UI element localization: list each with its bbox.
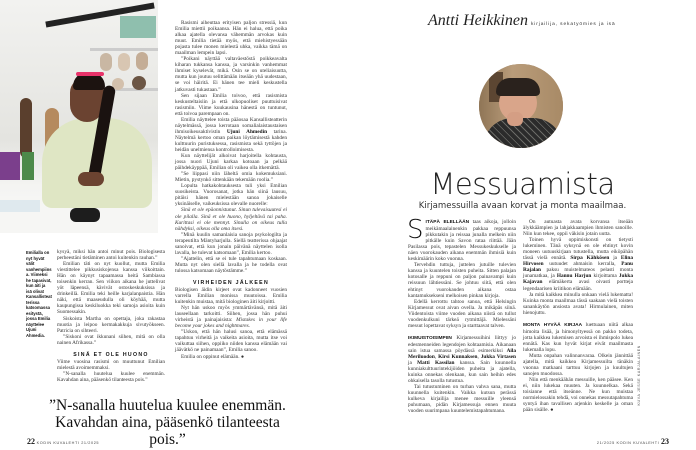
bold-name: Ujuni Ahmedin <box>226 128 268 135</box>
bold-name: Hannu Harjun <box>556 273 592 280</box>
article-column-2 <box>175 20 287 360</box>
bold-name: Sirpa Kähkösen <box>570 255 610 262</box>
page-number: 22 <box>27 437 35 446</box>
lead-in: IKIMUISTOISIMPIIN <box>408 335 457 341</box>
text: Viime vuosina rasismi on muuttunut Emilian mielestä avoimemmaksi. <box>57 358 165 371</box>
paragraph <box>408 384 516 414</box>
text: Mutta onpahan valinnanvaraa. Olkein jännittää ajatella, mitä kaikkea Kirjamessuilta tänäkin vuonna matkaani tarttuu kirjojen ja kuultujen sanojen muodossa. <box>523 352 633 378</box>
text: ”N-sanalla huutelua kuulee enemmän. Kavahdan aina, pääsenkö tilanteesta pois.” <box>57 370 165 383</box>
paragraph <box>175 207 287 231</box>
article-column-1 <box>57 249 165 383</box>
author-role: kirjailija, sekatyömies ja isä <box>530 22 616 27</box>
text: paksu muistelmateos pelasti monta junamatkaa, ja <box>523 267 633 280</box>
article-title: Messuamista <box>430 167 615 201</box>
text: Ja mitä kaikkea minulla onkaan vielä lukematta! Kuinka monta maailmaa tässä saakaan vielä toisten sanankäytön ansiosta avata! Hirmulainen, miten hienojuttu. <box>523 291 633 316</box>
bold-name: Matti Kassilan <box>417 360 455 367</box>
text: , <box>477 353 481 360</box>
text: Siskoista Martha on opettaja, joka rakastaa muotia ja leipoo kermakakkuja sivutyökseen. Patricia on sihteeri. <box>57 315 165 334</box>
italic-text: Sinä et ole epäonnistunut. Sinun tulevaisuutesi ei ole pilalla. Sinä et ole huono, hyljeltävä tai paha. Kurittasi ei ole mennyt. Sinulla on oikeus tulla nähdyksi, oikeus olla oma itsesi. <box>175 207 287 232</box>
paragraph <box>175 287 287 305</box>
paragraph <box>523 237 633 291</box>
text: ”Poikani näyttää valtaväestöstä poikkeavalta kiharan tukkansa kanssa, ja varsinkin vanhemmat ihmiset kyselevät, mikä. Osin se on uteliaisuutta, mutta kun joutuu selittämään itseään yhä uudestaan, se voi häiritä. Ei hänen tee mieli keskustella jatkuvasti tukastaan.” <box>175 56 287 93</box>
text: uutuudet ahmaisin kerralla, <box>543 261 622 268</box>
text: ”Minä kuulin samanlaisia sanoja psykologilta ja terapeutilta Mäntyharjulla. Siellä teatterissa ohjaajat sanoivat, että kun jonain päivänä näyttelen isolla lavalla, he tulevat katsomaan”, Emilia kertoo. <box>175 231 287 256</box>
lead-in: MONTA HYVÄÄ KIRJAA <box>523 322 586 328</box>
paragraph <box>175 232 287 256</box>
magazine-issue: KODIN KUVALEHTI 21/2025 <box>36 441 100 445</box>
bold-name: Aila Meriluodon <box>408 347 516 360</box>
purple-drawers <box>0 152 20 180</box>
paragraph <box>57 316 165 334</box>
text: ”Siskoni ovat ikkunani siihen, mitä on olla nainen Afrikassa.” <box>57 333 165 346</box>
text: ja <box>609 255 621 262</box>
text: ja <box>408 360 418 367</box>
paragraph <box>57 359 165 371</box>
text: Tervehdin tuttuja, juttelen jutuille tulevien kanssa ja kuuntelen toisten puheita. Sitten palajan kotosalle ja reppuni on paljon painavampi kuin reissuun lähtiessäni. Se johtuu siitä, että olen ehtinyt vuorokauden aikana ostaa kantamuksekseni melkoisen pinkan kirjoja. <box>408 262 516 299</box>
column-a <box>407 215 517 415</box>
text: luettuaan niitä alkaa himoita lisää, ja himonyltyessä on pakko todeta, jotta kaikkea lukemisen arvoista ei ihmispolo lukea ennätä. Kas kun hyvät kirjat eivät maailmasta lukemalla lopu. <box>523 321 633 353</box>
column-b <box>523 219 633 413</box>
paragraph <box>408 262 516 298</box>
text: Lopulta hatkakohtauksesta tuli yksi Emilian suosikeista. Vuorosanat, jotka hän siinä lausuu, pitäisi hänen mielestään sanoa jokaiselle yksinäiselle, vaikeuksissa olevalle nuorelle: <box>175 183 287 208</box>
page-footer-right <box>597 437 669 446</box>
text: Tai tutustuminen on turhan vahva sana, mutta kuunnella kuitenkin. Vaikka kutsun perässä kulkeva kirjailija menee messuille yleensä puhumaan, pidän Kirjamessuja ennen muuta vuoden suurimpana kuuntelemistapahtumana. <box>408 384 516 415</box>
text: ”Ajattelin, että se ei tule tapahtumaan koskaan. Mutta nyt olen siellä lavalla ja he todella ovat tulossa katsomaan näytöstämme.” <box>175 255 287 274</box>
text: Nyt hän uskoo myös ymmärtävänsä, mitä äiti lauseellaan tarkoitti. Siihen, jossa hän puhui virheistä ja painajaisista: <box>175 305 287 324</box>
text: ”Se liippasi niin läheltä omia kokemuksiani. Mietin, pystynkö sittenkään tekemään roolia.” <box>175 171 287 184</box>
page-number: 23 <box>661 437 669 446</box>
text: Emilia näyttelee toista pääosaa Kansallisteatterin näytelmässä, jossa kerrotaan somalialaistaustaisen ihmisoikeusaktivistin <box>175 116 287 135</box>
author-portrait <box>479 64 563 148</box>
drop-cap: S <box>407 215 424 245</box>
paragraph <box>57 249 165 261</box>
article-subtitle: Kirjamessuilla avaan korvat ja monta maailmaa. <box>418 201 627 211</box>
section-heading: SINÄ ET OLE HUONO <box>73 351 149 358</box>
text: Kun näyttelijät alkoivat harjoitella kohtausta, jossa nuori Ujuni karkaa kotoaan ja pelkää päihdekäyppää, Emilian oli vaikea olla itkemättä. <box>175 153 287 172</box>
bold-name: Panu Rajalan <box>523 261 633 274</box>
text: Emilian täti on nyt kuollut, mutta Emilia viestittelee pikkusiskojensa kanssa viikoittain. Hän on käynyt tapaamassa heitä Sambiassa toisenkin kerran. Sen viikon aikana he juttelivat yöt läpeensä, kävivät ostoskeskuksissa ja drinkeillä. Emilia teki heille karjalanpaistia. Hän näki, että maaseudulla oli köyhää, mutta kaupungissa keskiluokka teki samoja asioita kuin Suomessakin. <box>57 261 165 316</box>
lead-in: ITÄPÄ ELELLÄÄN <box>425 220 473 225</box>
paragraph <box>175 183 287 207</box>
bold-name: Jukka Kajavan <box>523 273 633 286</box>
photo-credit: KUVA JESSE KARJALAINEN <box>637 345 641 406</box>
author-hair <box>496 78 540 96</box>
paragraph <box>175 93 287 117</box>
paragraph <box>57 261 165 315</box>
paragraph <box>175 354 287 360</box>
text: ”Uskon, että hän halusi sanoa, että elämässä tapahtuu virheitä ja vaikeita asioita, mutta itse voi vaikuttaa siihen, oppiiko niiden kanssa elämään vai jäävätkö ne painamaan”, Emilia sanoo. <box>175 329 287 354</box>
text: tarina. Näytelmä kertoo oman paikan löytämisestä kahden kulttuurin puristuksessa, rasismista sekä tyttöjen ja heidän unelmiensa kontrolloimisesta. <box>175 128 287 153</box>
paragraph <box>175 256 287 274</box>
text: taas aikoja, jolloin meikämaalainenkin pakkaa reppuunsa pikkutakin ja reissaa junalla melkein niin pitkälle kuin Savon rataa riittää. Jään Pasilassa pois, tepastelen Messukeskukselle ja näen vuorokauden aikana enemmän ihmisiä kuin keskimäärin koko vuonna. <box>408 219 517 263</box>
text: Toinen hyvä oppimiskonsti on tietysti lukeminen. Tänä syksynä en ole ehtinyt kovin moneen uutuuskirjaan tutustella, mutta eiköpähän tässä vielä ennätä. <box>523 237 633 262</box>
photo-caption: Emilialla on nyt hyvät välit vanhempiinsa. Viimeksi he tapasivat, kun äiti ja isä olivat Kansallisteatterissa katsomassa esitystä, jossa Emilia näyttelee Ujuni Ahmedia. <box>26 250 52 338</box>
paragraph <box>523 219 633 237</box>
bold-name: Elina Hirvosen <box>523 255 633 268</box>
paragraph <box>523 322 633 353</box>
paragraph <box>175 56 287 92</box>
page-footer-left <box>27 437 99 446</box>
text: Sen sijaan Emilia toivoo, että rasismista keskusteltaisiin ja että ulkopuoliset puuttuisivat rasismiin. Viime kuukausina hänestä on tuntunut, että toivoa parempaan on. <box>175 92 287 117</box>
paragraph <box>57 334 165 346</box>
paragraph <box>175 305 287 329</box>
paragraph <box>407 215 517 263</box>
section-heading: VIRHEIDEN JÄLKEEN <box>192 279 269 286</box>
text: Biologisen äidin kirjeet ovat kadonneet vuosien varrella Emilian monissa muutoissa. Emilia kuitenkin muistaa, mitä biologinen äiti kirjoitti. <box>175 287 287 306</box>
photo-emilia-in-dressing-room <box>0 0 158 233</box>
text: elämäkerta avasi oivasti portteja legendaarisen kriitikon elämään. <box>523 279 633 292</box>
text: Edellä kerrottu tahtoo sanoa, että Helsingin Kirjamessut ovat aivan ovella. Ja mikäpäs siinä. Viidentoista viime vuoden aikana niistä on tullut vuodenkulkuni tärkeä rytmittäjä. Mielessäni messut lopettavat syksyn ja starttaavat talven. <box>408 298 516 329</box>
paragraph <box>523 292 633 316</box>
paragraph <box>175 329 287 353</box>
paragraph <box>523 377 633 413</box>
pull-quote: ”N-sanalla huutelua kuulee enemmän. Kavahdan aina, pääsenkö tilanteesta pois.” <box>49 397 286 448</box>
text: kysyä, miksi hän antoi minut pois. Biologisesta perheestäni tietäminen antoi kuitenkin rauhan.” <box>57 249 165 262</box>
paragraph <box>175 171 287 183</box>
paragraph <box>408 299 516 329</box>
pink-headband <box>76 72 104 76</box>
magazine-issue: 21/2025 KODIN KUVALEHTI <box>596 441 660 445</box>
text: , <box>434 353 439 360</box>
author-byline <box>428 12 616 30</box>
paragraph <box>523 353 633 377</box>
text: Kirjamessuihini liittyy jo edesmenneiden legendojen kohtaamisia. Aikanaan sain istua samassa pöydässä esimerkiksi <box>408 334 516 354</box>
text: Niin että menkäähän messuille, ken pääsee. Ken ei, niin lukekaa muuten. Ja kuunnelkaa. Sekä toisianne että itseänne. Ne kun muistaa normielossakin tehdä, voi onnekas messutapahtuma syntyä ihan tavallisen arjenkin keskelle ja oman pään sisälle. ● <box>523 377 633 414</box>
text: Emilia on oppinut elämään. ● <box>181 353 245 360</box>
paragraph <box>175 153 287 171</box>
text: kanssa. Sain kuunnella kunniakulttuurintekijöiden puheita ja ajatella, kuinka onnekas olenkaan, kun sain heihin edes ohkaisella tasolla tutustua. <box>408 360 516 385</box>
bold-name: Jukka Virtasen <box>480 353 516 360</box>
paragraph <box>408 335 516 384</box>
bold-name: Kirsi Kunnaksen <box>438 353 478 360</box>
paragraph <box>175 117 287 153</box>
text: On autuasta avata korvansa itseään älykkäämpien ja lahjakkaampien ihmisten sanoille. Niin kun tekee, oppii väkisin jotain uutta. <box>523 219 633 238</box>
italic-text: Mistakes in your life become your jokes and nightmares. <box>175 317 287 330</box>
text: Rasismi aiheuttaa erityisen paljon stressiä, kun Emilia miettii poikaansa. Hän ei halua, että poika alkaa ajatella olevansa vähemmän arvokas kuin muut. Emilia tietää myös, että miehistyessään pojasta tulee monen mielestä uhka, vaikka tämä on maailman lempein lapsi. <box>175 20 287 57</box>
author-signature: Antti Heikkinen <box>428 12 528 29</box>
text: kirjoittama <box>591 273 619 280</box>
paragraph <box>175 20 287 56</box>
paragraph <box>57 371 165 383</box>
